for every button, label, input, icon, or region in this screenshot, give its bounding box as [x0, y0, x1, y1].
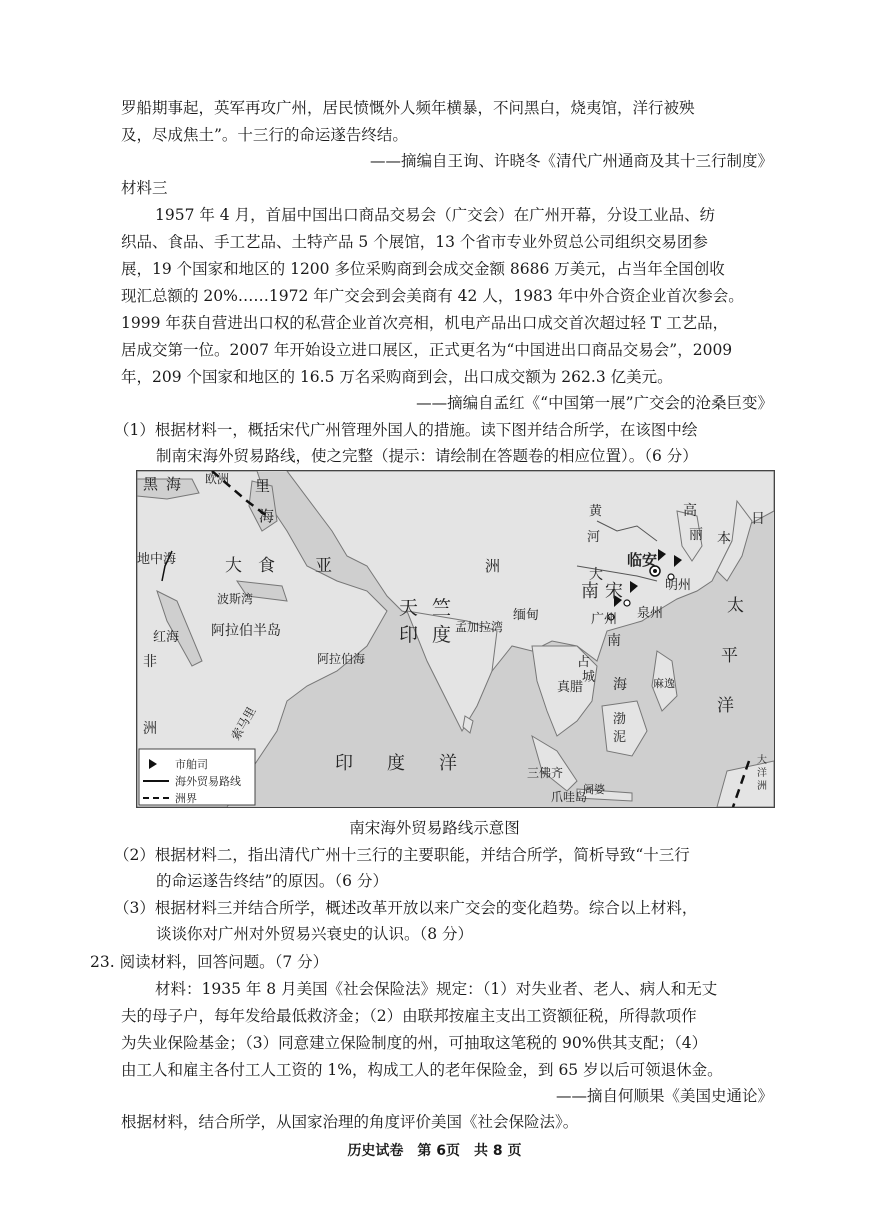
- song-trade-route-map: [136, 470, 775, 808]
- label-tai: 太: [727, 596, 744, 616]
- page-footer: 历史试卷 第 6页 共 8 页: [347, 1143, 522, 1159]
- legend-shiboshi: 市舶司: [175, 758, 208, 771]
- label-he: 河: [587, 530, 601, 545]
- label-dashi: 大食: [225, 556, 291, 576]
- label-boni-2: 泥: [613, 730, 627, 745]
- label-zhou: 洲: [485, 557, 501, 575]
- material3-line-3: 展，19 个国家和地区的 1200 多位采购商到会成交金额 8686 万美元，占当年全国创收: [121, 260, 725, 278]
- material3-line-7: 年，209 个国家和地区的 16.5 万名采购商到会，出口成交额为 262.3 亿美元。: [121, 368, 673, 386]
- material3-line-4: 现汇总额的 20%……1972 年广交会到会美商有 42 人，1983 年中外合资企业首次参会。: [121, 287, 744, 305]
- material3-line-2: 织品、食品、手工艺品、土特产品 5 个展馆，13 个省市专业外贸总公司组织交易团参: [121, 233, 708, 251]
- label-yindu: 印度: [399, 624, 466, 646]
- label-gaoli-1: 高: [683, 503, 697, 519]
- question2-line-2: 的命运遂告终结”的原因。（6 分）: [156, 872, 388, 890]
- question1-line-2: 制南宋海外贸易路线，使之完整（提示：请绘制在答题卷的相应位置）。（6 分）: [156, 447, 698, 465]
- question23-title: 23. 阅读材料，回答问题。（7 分）: [90, 953, 329, 971]
- label-dayangzhou-3: 洲: [757, 781, 767, 792]
- question1-line-1: （1）根据材料一，概括宋代广州管理外国人的措施。读下图并结合所学，在该图中绘: [114, 421, 698, 439]
- label-ziyao: 阇婆: [583, 783, 605, 796]
- label-riben-2: 本: [717, 531, 731, 547]
- label-heihai: 黑海: [143, 475, 190, 493]
- label-huang: 黄: [589, 504, 603, 519]
- label-riben-1: 日: [751, 511, 765, 527]
- material2-source: ——摘编自王询、许晓冬《清代广州通商及其十三行制度》: [369, 152, 773, 170]
- label-dayangzhou-1: 大: [757, 755, 767, 766]
- label-ping: 平: [721, 646, 738, 666]
- material3-source: ——摘编自孟红《“中国第一展”广交会的沧桑巨变》: [416, 394, 773, 412]
- question3-line-2: 谈谈你对广州对外贸易兴衰史的认识。（8 分）: [156, 925, 474, 943]
- material3-line-1: 1957 年 4 月，首届中国出口商品交易会（广交会）在广州开幕，分设工业品、纺: [155, 206, 716, 224]
- label-mingzhou: 明州: [665, 578, 692, 593]
- question23-line-2: 夫的母子户，每年发给最低救济金；（2）由联邦按雇主支出工资额征税，所得款项作: [121, 1007, 697, 1025]
- material3-line-5: 1999 年获自营进出口权的私营企业首次亮相，机电产品出口成交首次超过轻 T 工艺品，: [121, 314, 729, 332]
- label-ouzhou: 欧洲: [205, 472, 230, 486]
- label-yinduyang: 印度洋: [335, 753, 491, 774]
- label-maiyi: 麻逸: [653, 677, 675, 690]
- landmass-borneo: [602, 701, 647, 756]
- label-bosiwan: 波斯湾: [217, 592, 254, 606]
- label-yang: 洋: [717, 696, 734, 716]
- question23-source: ——摘自何顺果《美国史通论》: [555, 1087, 773, 1105]
- question23-line-3: 为失业保险基金；（3）同意建立保险制度的州，可抽取这笔税的 90%供其支配；（4）: [121, 1034, 708, 1052]
- label-zhenla: 真腊: [557, 680, 584, 695]
- landmass-ceylon: [463, 716, 473, 733]
- legend-route: 海外贸易路线: [175, 775, 241, 788]
- legend-border: 洲界: [175, 792, 197, 805]
- map-caption: 南宋海外贸易路线示意图: [349, 819, 520, 837]
- label-ya: 亚: [315, 556, 332, 576]
- question3-line-1: （3）根据材料三并结合所学，概述改革开放以来广交会的变化趋势。综合以上材料，: [114, 899, 698, 917]
- question23-line-4: 由工人和雇主各付工人工资的 1%，构成工人的老年保险金，到 65 岁以后可领退休金。: [121, 1061, 723, 1079]
- label-lihai-1: 里: [255, 477, 271, 495]
- label-sanfoqi: 三佛齐: [527, 766, 564, 780]
- map-legend: [139, 749, 255, 805]
- question23-line-1: 材料：1935 年 8 月美国《社会保险法》规定：（1）对失业者、老人、病人和无丈: [155, 980, 718, 998]
- landmass-sumatra: [532, 736, 577, 791]
- label-suomali: 索马里: [228, 704, 259, 743]
- label-alabohai: 阿拉伯海: [317, 652, 366, 666]
- label-tianzhu: 天竺: [399, 597, 466, 619]
- label-dayangzhou-2: 洋: [757, 768, 767, 779]
- label-gaoli-2: 丽: [689, 527, 703, 543]
- label-dizhonghai: 地中海: [137, 552, 177, 567]
- label-boni-1: 渤: [613, 712, 627, 727]
- label-nanhai-2: 海: [613, 677, 627, 693]
- label-quanzhou: 泉州: [637, 606, 664, 621]
- label-nanhai-1: 南: [607, 633, 621, 649]
- material2-line-1: 罗船期事起，英军再攻广州，居民愤慨外人频年横暴，不问黑白，烧夷馆，洋行被殃: [121, 99, 695, 117]
- material2-line-2: 及，尽成焦土”。十三行的命运遂告终结。: [121, 126, 408, 144]
- question23-task: 根据材料，结合所学，从国家治理的角度评价美国《社会保险法》。: [121, 1113, 579, 1131]
- label-zhou2: 洲: [143, 721, 157, 737]
- label-lihai-2: 海: [259, 507, 275, 525]
- label-linan: 临安: [627, 551, 658, 569]
- label-zhancheng-2: 城: [582, 670, 596, 685]
- label-honghai: 红海: [153, 630, 180, 645]
- label-alabo-bandao: 阿拉伯半岛: [211, 623, 281, 639]
- material3-line-6: 居成交第一位。2007 年开始设立进口展区，正式更名为“中国进出口商品交易会”，2009: [121, 341, 733, 359]
- question2-line-1: （2）根据材料二，指出清代广州十三行的主要职能，并结合所学，简析导致“十三行: [114, 846, 690, 864]
- label-zhancheng-1: 占: [577, 655, 591, 670]
- material3-title: 材料三: [121, 179, 168, 197]
- label-nansong: 南宋: [581, 581, 629, 602]
- label-miandian: 缅甸: [513, 608, 540, 623]
- label-mengjialawan: 孟加拉湾: [455, 620, 504, 634]
- label-guangzhou: 广州: [591, 612, 618, 627]
- label-da: 大: [589, 567, 603, 583]
- label-fei: 非: [143, 654, 157, 670]
- label-zhaowa: 爪哇岛: [551, 790, 588, 804]
